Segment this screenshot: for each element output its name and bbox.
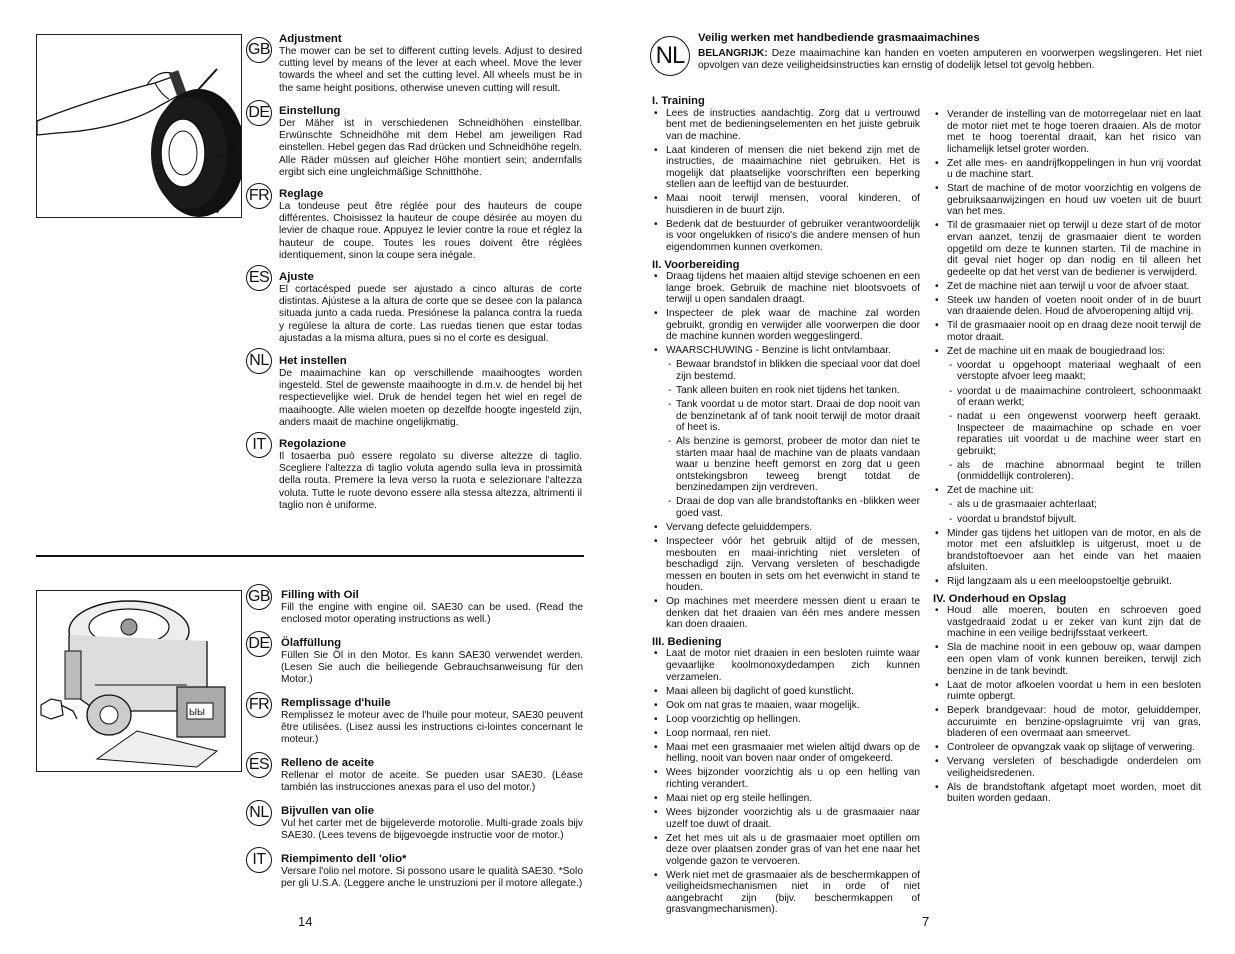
list-item: • Maai niet op erg steile hellingen. <box>652 793 920 805</box>
section-text: Versare l'olio nel motore. Si possono usare le qualità SAE30. *Solo per gli U.S.A. (Leggere anche le unstruzioni per il motore allegate.) <box>281 866 583 890</box>
section-title: Filling with Oil <box>281 589 359 601</box>
oil-section-gb <box>281 589 583 626</box>
section-title: Ölaffüllung <box>281 637 342 649</box>
hand-adjusting-wheel-drawing <box>37 35 242 218</box>
safety-title: Veilig werken met handbediende grasmaaimachines <box>698 32 980 44</box>
list-item: • Beperk brandgevaar: houd de motor, geluiddemper, accuruimte en benzine-opslagruimte vrij van gras, bladeren of een overmaat aan smeervet. <box>933 705 1201 740</box>
oil-section-es <box>281 757 583 794</box>
adjustment-section-it <box>279 438 582 512</box>
sub-item: - als de machine abnormaal begint te trillen (onmiddellijk controleren). <box>933 460 1201 483</box>
language-badge-it: IT <box>246 847 272 873</box>
section-text: De maaimachine kan op verschillende maaihoogtes worden ingesteld. Stel de gewenste maaihoogte in d.m.v. de hendel bij het respectievelijke wiel. Druk de hendel tegen het wiel en regel de maaihoogte. Alle wielen moeten op dezelfde hoogte ingesteld zijn, anders maait de machine ongelijkmatig. <box>279 368 582 428</box>
section-text: El cortacésped puede ser ajustado a cinco alturas de corte distintas. Ajústese a la altura de corte que se desee con la palanca situada junto a cada rueda. Presiónese la palanca contra la rueda y regúlese la altura de corte. Las ruedas tienen que estar todas ajustadas a la misma altura, pues si no el corte es desigual. <box>279 284 582 344</box>
list-item: • Start de machine of de motor voorzichtig en volgens de gebruiksaanwijzingen en houd uw voeten uit de buurt van het mes. <box>933 183 1201 218</box>
list-item: • Ook om nat gras te maaien, waar mogelijk. <box>652 700 920 712</box>
section-title: Reglage <box>279 188 324 200</box>
language-badge-nl-large: NL <box>650 36 690 76</box>
section-heading: III. Bediening <box>652 635 722 648</box>
section-text: Vul het carter met de bijgeleverde motorolie. Multi-grade zoals bijv SAE30. (Lees tevens de bijgevoegde instructie voor de motor.) <box>281 818 583 842</box>
section-text: Remplissez le moteur avec de l'huile pour moteur, SAE30 peuvent être utilisées. (Lisez aussi les instructions ci-lointes concernant le moteur.) <box>281 710 583 746</box>
adjustment-section-es <box>279 271 582 345</box>
section-text: Fill the engine with engine oil. SAE30 can be used. (Read the enclosed motor operating instructions as well.) <box>281 602 583 626</box>
section-text: Füllen Sie Öl in den Motor. Es kann SAE30 verwendet werden. (Lesen Sie auch die beiliegende Gebrauchsanweisung für den Motor.) <box>281 650 583 686</box>
sub-item: - Tank voordat u de motor start. Draai de dop nooit van de benzinetank af of tank nooit terwijl de motor draait of heet is. <box>652 399 920 434</box>
intro-text: Deze maaimachine kan handen en voeten amputeren en voorwerpen wegslingeren. Het niet opvolgen van deze veiligheidsinstructies kan ernstig of dodelijk letsel tot gevolg hebben. <box>698 48 1202 71</box>
language-badge-de: DE <box>246 100 272 126</box>
safety-intro <box>698 48 1202 72</box>
list-item: • Verander de instelling van de motorregelaar niet en laat de motor niet met te hoge toeren draaien. Als de motor met te hoog toerental draait, kan het risico van lichamelijk letsel groter worden. <box>933 109 1201 155</box>
page-number-left: 14 <box>298 914 313 929</box>
list-item: • Bedenk dat de bestuurder of gebruiker verantwoordelijk is voor ongelukken of risico's die andere mensen of hun eigendommen kunnen overkomen. <box>652 219 920 254</box>
list-item: • Op machines met meerdere messen dient u eraan te denken dat het draaien van één mes andere messen kan doen draaien. <box>652 596 920 631</box>
list-item: • Loop voorzichtig op hellingen. <box>652 714 920 726</box>
section-text: The mower can be set to different cutting levels. Adjust to desired cutting level by means of the lever at each wheel. Move the lever towards the wheel and set the cutting level. All wheels must be in the same height positions, otherwise uneven cutting will result. <box>279 46 582 94</box>
language-badge-es: ES <box>246 752 272 778</box>
section-title: Bijvullen van olie <box>281 805 375 817</box>
list-item: • Wees bijzonder voorzichtig als u op een helling van richting verandert. <box>652 767 920 790</box>
oil-section-it <box>281 853 583 890</box>
section-text: Il tosaerba può essere regolato su diverse altezze di taglio. Scegliere l'altezza di taglio voluta agendo sulla leva in prossimità della routa. Premere la leva verso la ruota e selezionare l'altezza voluta. Tutte le ruote devono essere alla stessa altezza, altrimenti il taglio non è uniforme. <box>279 451 582 511</box>
bullet-list <box>652 648 920 915</box>
list-item: • Zet het mes uit als u de grasmaaier moet optillen om deze over plaatsen zonder gras of van het ene naar het volgende gazon te vervoeren. <box>652 833 920 868</box>
list-item: • Steek uw handen of voeten nooit onder of in de buurt van draaiende delen. Houd de afvoeropening altijd vrij. <box>933 295 1201 318</box>
safety-column-left <box>652 95 920 918</box>
section-divider <box>36 555 584 557</box>
list-item: • Zet de machine niet aan terwijl u voor de afvoer staat. <box>933 281 1201 293</box>
adjustment-section-de <box>279 105 582 179</box>
section-title: Remplissage d'huile <box>281 697 391 709</box>
engine-oil-illustration <box>36 590 242 772</box>
bullet-list <box>652 108 920 254</box>
bullet-list <box>933 605 1201 805</box>
language-badge-nl: NL <box>246 348 272 374</box>
list-item: • Laat de motor afkoelen voordat u hem in een besloten ruimte opbergt. <box>933 680 1201 703</box>
list-item: • Rijd langzaam als u een meeloopstoeltje gebruikt. <box>933 576 1201 588</box>
section-title: Het instellen <box>279 355 347 367</box>
section-heading: I. Training <box>652 95 705 107</box>
sub-item: - voordat u brandstof bijvult. <box>933 514 1201 526</box>
section-title: Riempimento dell 'olio* <box>281 853 407 865</box>
section-text: Der Mäher ist in verschiedenen Schneidhöhen einstellbar. Erwünschte Schneidhöhe mit dem Hebel am jeweiligen Rad einstellen. Hebel gegen das Rad drücken und Schneidhöhe regeln. Alle Räder müssen auf gleicher Höhe montiert sein; andernfalls ergibt sich eine ungleichmäßige Schnitthöhe. <box>279 118 582 178</box>
sub-item: - Tank alleen buiten en rook niet tijdens het tanken. <box>652 385 920 397</box>
list-item: • Inspecteer de plek waar de machine zal worden gebruikt, grondig en verwijder alle voorwerpen die door de machine kunnen worden weggeslingerd. <box>652 308 920 343</box>
section-text: La tondeuse peut être réglée pour des hauteurs de coupe différentes. Choisissez la hauteur de coupe désirée au moyen du levier de chaque roue. Appuyez le levier contre la roue et réglez la hauteur de coupe. Toutes les roues doivent être réglées identiquement, sinon la coupe sera inégale. <box>279 201 582 261</box>
list-item: • Minder gas tijdens het uitlopen van de motor, en als de motor met een afsluitklep is uitgerust, moet u de brandstoftoevoer aan het einde van het maaien afsluiten. <box>933 528 1201 574</box>
section-heading: IV. Onderhoud en Opslag <box>933 592 1067 605</box>
list-item: • Werk niet met de grasmaaier als de beschermkappen of veiligheidsmechanismen niet in orde of niet aangebracht zijn (bijv. beschermkappen of grasvangmechanismen). <box>652 870 920 916</box>
wheel-adjustment-illustration <box>36 34 242 218</box>
list-item: • Houd alle moeren, bouten en schroeven goed vastgedraaid zodat u er zeker van kunt zijn dat de machine in een veilige bedrijfsstaat verkeert. <box>933 605 1201 640</box>
language-badge-it: IT <box>246 432 272 458</box>
engine-drawing <box>37 591 242 772</box>
section-text: Rellenar el motor de aceite. Se pueden usar SAE30. (Léase también las instrucciones anexas para el uso del motor.) <box>281 770 583 794</box>
sub-item: - Bewaar brandstof in blikken die speciaal voor dat doel zijn bestemd. <box>652 359 920 382</box>
adjustment-section-fr <box>279 188 582 262</box>
list-item: • Vervang defecte geluiddempers. <box>652 522 920 534</box>
sub-item: - als u de grasmaaier achterlaat; <box>933 499 1201 511</box>
list-item: • Maai nooit terwijl mensen, vooral kinderen, of huisdieren in de buurt zijn. <box>652 193 920 216</box>
sub-item: - nadat u een ongewenst voorwerp heeft geraakt. Inspecteer de maaimachine op schade en voer reparaties uit voordat u de machine weer start en gebruikt; <box>933 411 1201 457</box>
language-badge-gb: GB <box>246 37 272 63</box>
sub-item: - voordat u opgehoopt materiaal weghaalt of een verstopte afvoer leeg maakt; <box>933 360 1201 383</box>
oil-section-fr <box>281 697 583 747</box>
language-badge-es: ES <box>246 265 272 291</box>
section-title: Relleno de aceite <box>281 757 375 769</box>
list-item: • Zet de machine uit en maak de bougiedraad los: <box>933 346 1201 358</box>
list-item: • Maai met een grasmaaier met wielen altijd dwars op de helling, nooit van boven naar onder of omgekeerd. <box>652 742 920 765</box>
page-number-right: 7 <box>922 914 930 929</box>
list-item: • Als de brandstoftank afgetapt moet worden, moet dit buiten worden gedaan. <box>933 782 1201 805</box>
list-item: • Loop normaal, ren niet. <box>652 728 920 740</box>
adjustment-section-nl <box>279 355 582 429</box>
section-title: Regolazione <box>279 438 347 450</box>
section-title: Adjustment <box>279 33 342 45</box>
list-item: • Inspecteer vóór het gebruik altijd of de messen, mesbouten en maai-inrichting niet versleten of beschadigd zijn. Vervang versleten of beschadigde messen en bouten in sets om het evenwicht in stand te houden. <box>652 536 920 594</box>
sub-item: - Draai de dop van alle brandstoftanks en -blikken weer goed vast. <box>652 496 920 519</box>
language-badge-de: DE <box>246 631 272 657</box>
list-item: • Maai alleen bij daglicht of goed kunstlicht. <box>652 686 920 698</box>
sub-item: - Als benzine is gemorst, probeer de motor dan niet te starten maar haal de machine van de plaats vandaan waar u benzine heeft gemorst en zorg dat u geen ontstekingsbron teweeg brengt totdat de benzinedampen zijn verdreven. <box>652 436 920 494</box>
list-item: • Wees bijzonder voorzichtig als u de grasmaaier naar uzelf toe duwt of draait. <box>652 807 920 830</box>
adjustment-section-gb <box>279 33 582 95</box>
list-item: • Laat de motor niet draaien in een besloten ruimte waar gevaarlijke koolmonoxydedampen zich kunnen verzamelen. <box>652 648 920 683</box>
section-heading: II. Voorbereiding <box>652 258 740 271</box>
language-badge-gb: GB <box>246 584 272 610</box>
list-item: • Draag tijdens het maaien altijd stevige schoenen en een lange broek. Gebruik de machine niet blootsvoets of terwijl u open sandalen draagt. <box>652 271 920 306</box>
oil-section-de <box>281 637 583 687</box>
list-item: • Zet de machine uit: <box>933 485 1201 497</box>
list-item: • Sla de machine nooit in een gebouw op, waar dampen een open vlam of vonk kunnen bereiken, terwijl zich benzine in de tank bevindt. <box>933 642 1201 677</box>
svg-text:ЫЫ: ЫЫ <box>189 707 205 717</box>
list-item: • Zet alle mes- en aandrijfkoppelingen in hun vrij voordat u de machine start. <box>933 158 1201 181</box>
list-item: • Laat kinderen of mensen die niet bekend zijn met de instructies, de maaimachine niet gebruiken. Het is mogelijk dat plaatselijke voorschriften een beperking stellen aan de leeftijd van de bestuurder. <box>652 145 920 191</box>
bullet-list <box>652 271 920 631</box>
section-title: Einstellung <box>279 105 341 117</box>
oil-section-nl <box>281 805 583 842</box>
list-item: • WAARSCHUWING - Benzine is licht ontvlambaar. <box>652 345 920 357</box>
intro-label: BELANGRIJK: <box>698 48 768 59</box>
bullet-list <box>933 109 1201 588</box>
language-badge-fr: FR <box>246 692 272 718</box>
list-item: • Controleer de opvangzak vaak op slijtage of verwering. <box>933 742 1201 754</box>
language-badge-fr: FR <box>246 183 272 209</box>
list-item: • Lees de instructies aandachtig. Zorg dat u vertrouwd bent met de bedieningselementen en het juiste gebruik van de machine. <box>652 108 920 143</box>
section-title: Ajuste <box>279 271 314 283</box>
language-badge-nl: NL <box>246 800 272 826</box>
safety-column-right <box>933 109 1201 808</box>
list-item: • Til de grasmaaier niet op terwijl u deze start of de motor ervan aanzet, tenzij de grasmaaier dient te worden opgetild om deze te kunnen starten. Til de machine in dit geval niet hoger op dan nodig en til alleen het gedeelte op dat het verst van de bediener is verwijderd. <box>933 220 1201 278</box>
sub-item: - voordat u de maaimachine controleert, schoonmaakt of eraan werkt; <box>933 386 1201 409</box>
list-item: • Til de grasmaaier nooit op en draag deze nooit terwijl de motor draait. <box>933 320 1201 343</box>
list-item: • Vervang versleten of beschadigde onderdelen om veiligheidsredenen. <box>933 756 1201 779</box>
